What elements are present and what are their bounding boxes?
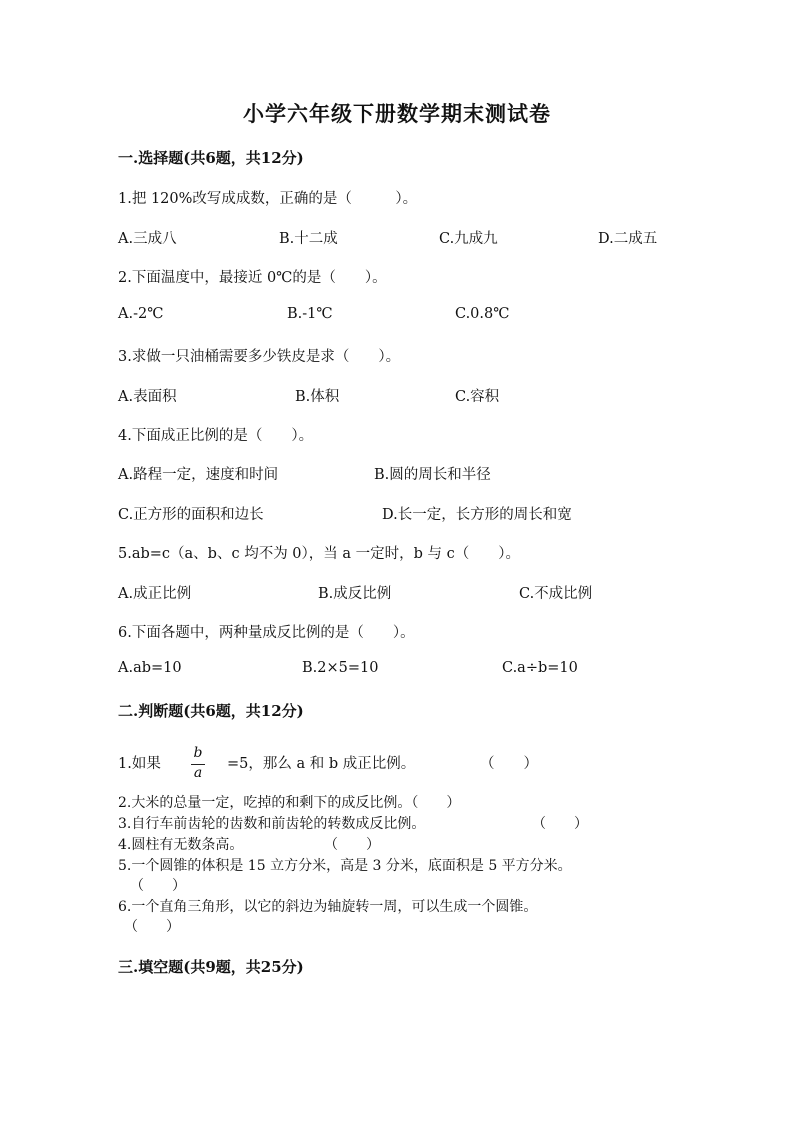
judge-q5-answer-blank: （ ） (130, 878, 186, 894)
choice-question-5: 5.ab=c（a、b、c 均不为 0），当 a 一定时，b 与 c（ ）。 (118, 546, 521, 562)
judge-question-1-prefix: 1.如果 (118, 756, 161, 772)
judge-q4-answer-blank: （ ） (324, 837, 380, 853)
choice-question-2: 2.下面温度中，最接近 0℃的是（ ）。 (118, 270, 387, 286)
choice-q2-option-c: C.0.8℃ (455, 306, 510, 322)
choice-q4-option-d: D.长一定，长方形的周长和宽 (382, 507, 572, 523)
choice-q5-option-c: C.不成比例 (519, 586, 593, 602)
judge-question-5: 5.一个圆锥的体积是 15 立方分米，高是 3 分米，底面积是 5 平方分米。 (118, 858, 572, 874)
choice-q3-option-b: B.体积 (295, 389, 340, 405)
choice-q1-option-c: C.九成九 (439, 231, 498, 247)
choice-q1-option-b: B.十二成 (279, 231, 338, 247)
section-heading-fill: 三.填空题(共9题，共25分) (118, 958, 304, 976)
choice-q1-option-d: D.二成五 (598, 231, 658, 247)
judge-question-2: 2.大米的总量一定，吃掉的和剩下的成反比例。（ ） (118, 795, 461, 811)
choice-q4-option-c: C.正方形的面积和边长 (118, 507, 264, 523)
choice-q6-option-c: C.a÷b=10 (502, 660, 578, 676)
judge-question-1-suffix: =5，那么 a 和 b 成正比例。 (227, 756, 416, 772)
choice-question-1: 1.把 120%改写成成数，正确的是（ ）。 (118, 191, 418, 207)
choice-q4-option-a: A.路程一定，速度和时间 (118, 467, 279, 483)
judge-question-4: 4.圆柱有无数条高。 (118, 837, 244, 853)
choice-q1-option-a: A.三成八 (118, 231, 177, 247)
fraction-denominator: a (193, 765, 203, 781)
choice-q2-option-a: A.-2℃ (118, 306, 164, 322)
choice-question-4: 4.下面成正比例的是（ ）。 (118, 428, 314, 444)
judge-q3-answer-blank: （ ） (532, 816, 588, 832)
judge-question-6: 6.一个直角三角形，以它的斜边为轴旋转一周，可以生成一个圆锥。 (118, 899, 538, 915)
fraction-numerator: b (193, 745, 203, 761)
choice-q6-option-a: A.ab=10 (118, 660, 182, 676)
judge-q1-answer-blank: （ ） (480, 756, 538, 772)
choice-question-6: 6.下面各题中，两种量成反比例的是（ ）。 (118, 625, 415, 641)
choice-q6-option-b: B.2×5=10 (302, 660, 379, 676)
page-title: 小学六年级下册数学期末测试卷 (243, 101, 551, 126)
judge-q6-answer-blank: （ ） (124, 919, 180, 935)
choice-q5-option-a: A.成正比例 (118, 586, 192, 602)
judge-question-3: 3.自行车前齿轮的齿数和前齿轮的转数成反比例。 (118, 816, 426, 832)
choice-question-3: 3.求做一只油桶需要多少铁皮是求（ ）。 (118, 349, 401, 365)
choice-q5-option-b: B.成反比例 (318, 586, 392, 602)
section-heading-judge: 二.判断题(共6题，共12分) (118, 702, 304, 720)
section-heading-choice: 一.选择题(共6题，共12分) (118, 149, 304, 167)
choice-q4-option-b: B.圆的周长和半径 (374, 467, 491, 483)
choice-q3-option-c: C.容积 (455, 389, 500, 405)
choice-q3-option-a: A.表面积 (118, 389, 177, 405)
choice-q2-option-b: B.-1℃ (287, 306, 333, 322)
